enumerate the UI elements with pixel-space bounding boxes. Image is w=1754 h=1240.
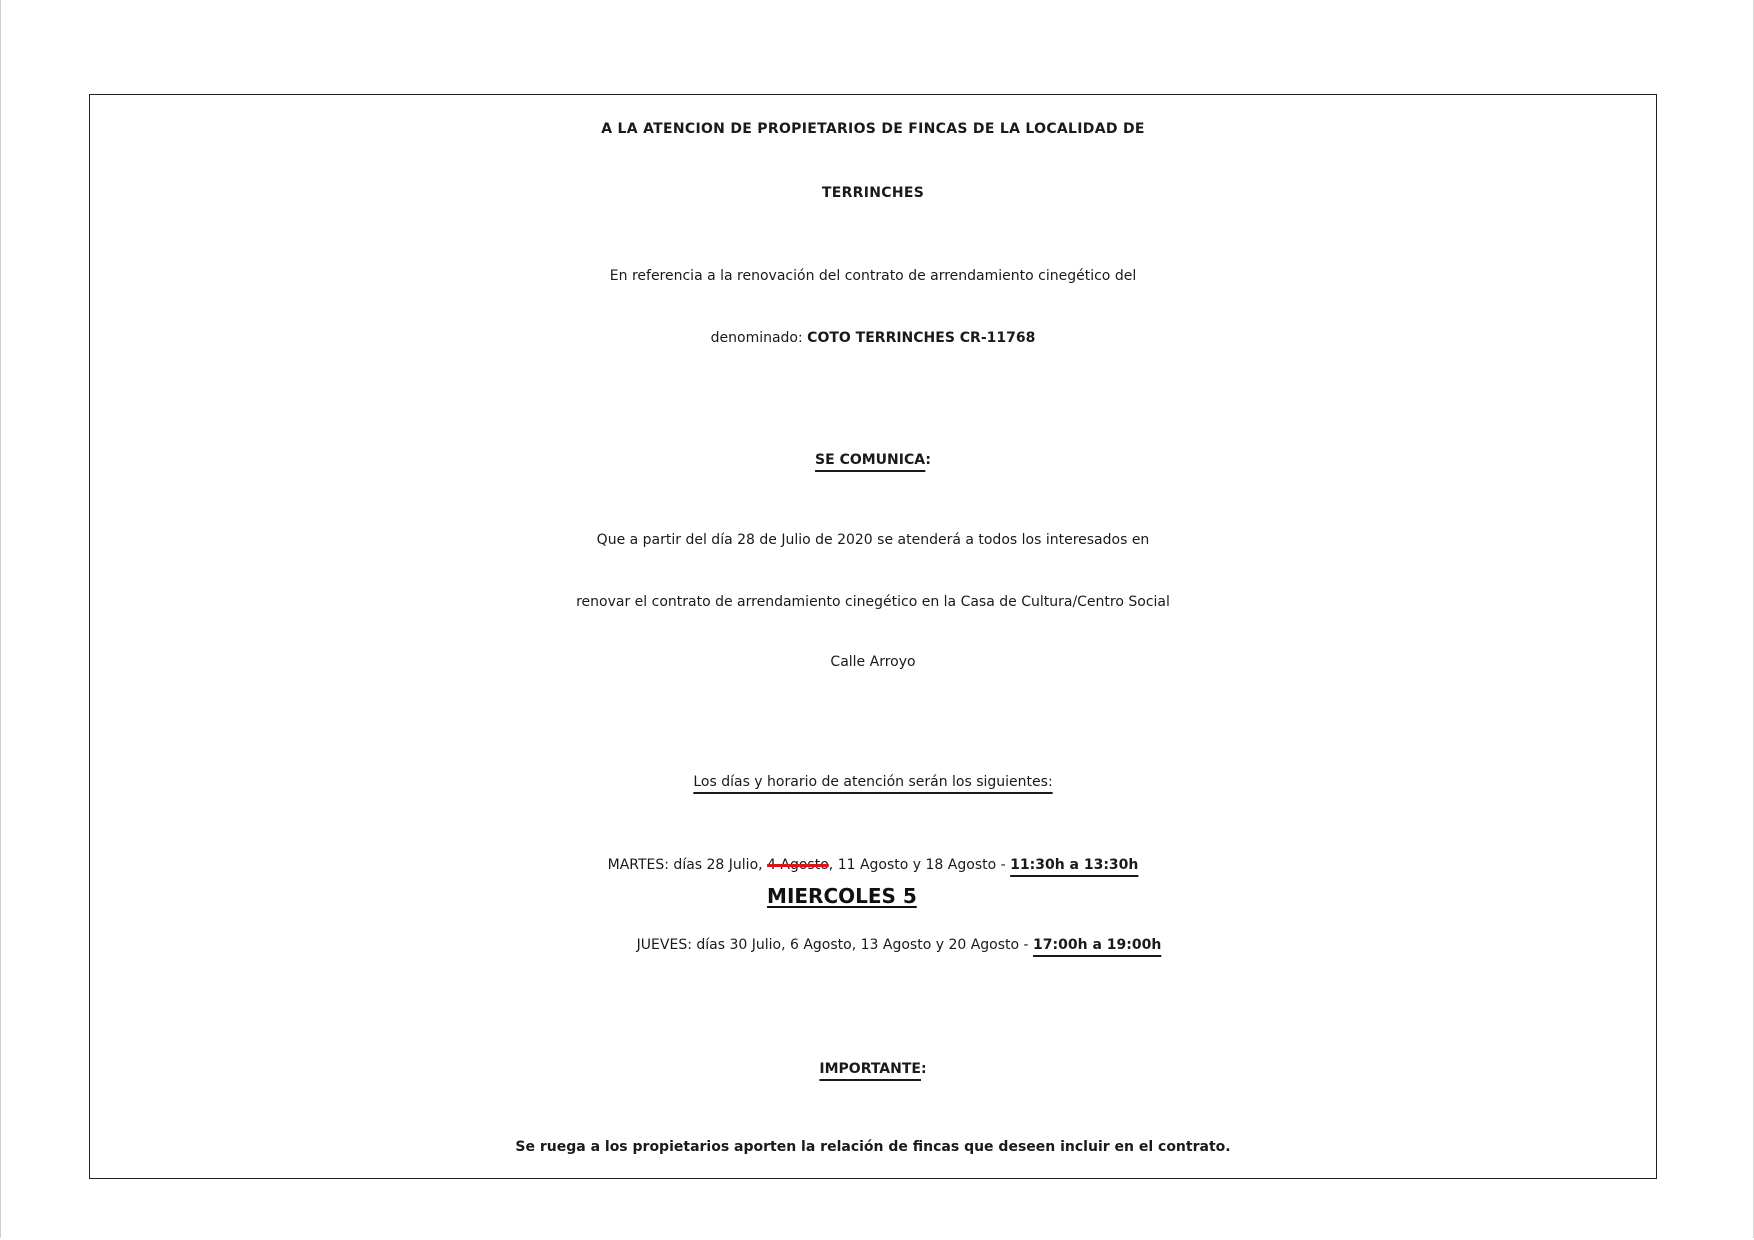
martes-suffix: , 11 Agosto y 18 Agosto - <box>828 857 1011 873</box>
body-line-3: Calle Arroyo <box>830 654 916 670</box>
se-comunica-heading <box>89 437 1657 483</box>
martes-struck-date: 4 Agosto <box>767 857 829 873</box>
schedule-heading <box>89 759 1657 805</box>
jueves-hours: 17:00h a 19:00h <box>1033 937 1162 953</box>
martes-struck-date-wrap <box>767 842 917 908</box>
reference-line-1: En referencia a la renovación del contrato de arrendamiento cinegético del <box>609 268 1137 284</box>
martes-hours: 11:30h a 13:30h <box>1010 857 1139 873</box>
importante-heading <box>89 1046 1657 1092</box>
se-comunica-colon: : <box>925 452 931 468</box>
schedule-heading-text: Los días y horario de atención serán los siguientes: <box>693 774 1053 790</box>
notice-title-line-1: A LA ATENCION DE PROPIETARIOS DE FINCAS DE LA LOCALIDAD DE <box>601 121 1145 137</box>
importante-text: IMPORTANTE <box>819 1061 921 1077</box>
martes-schedule <box>89 842 1657 908</box>
coto-name: COTO TERRINCHES CR-11768 <box>807 330 1036 346</box>
jueves-prefix: JUEVES: días 30 Julio, 6 Agosto, 13 Agosto y 20 Agosto - <box>636 937 1034 953</box>
reference-prefix: denominado: <box>710 330 808 346</box>
martes-prefix: MARTES: días 28 Julio, <box>607 857 768 873</box>
notice-title-line-2: TERRINCHES <box>821 185 925 201</box>
body-line-1: Que a partir del día 28 de Julio de 2020 se atenderá a todos los interesados en <box>596 532 1150 548</box>
importante-colon: : <box>920 1061 927 1077</box>
body-line-2: renovar el contrato de arrendamiento cinegético en la Casa de Cultura/Centro Social <box>576 594 1170 610</box>
jueves-schedule <box>89 922 1657 968</box>
closing-request: Se ruega a los propietarios aporten la relación de fincas que deseen incluir en el contrato. <box>515 1139 1231 1155</box>
martes-correction-note: MIERCOLES 5 <box>767 884 917 908</box>
se-comunica-text: SE COMUNICA <box>815 452 926 468</box>
reference-line-2 <box>89 315 1657 361</box>
